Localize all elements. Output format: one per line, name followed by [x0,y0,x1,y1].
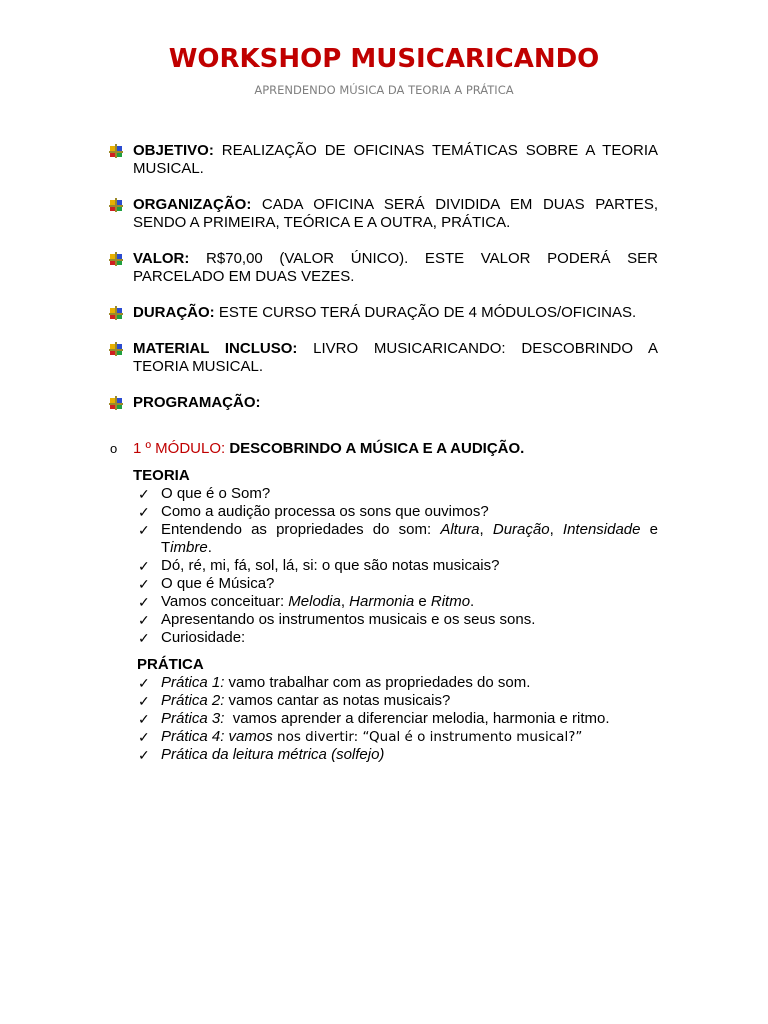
check-icon: ✓ [138,558,150,574]
bullet-duracao [0,304,658,322]
list-item: ✓ Prática 1: vamo trabalhar com as propriedades do som. [138,674,531,691]
windows-flag-bullet-icon [109,198,123,212]
list-item: ✓ Curiosidade: [138,629,246,646]
windows-flag-bullet-icon [109,396,123,410]
list-item: ✓ Como a audição processa os sons que ouvimos? [138,503,489,520]
pratica-heading: PRÁTICA [137,656,204,673]
teoria-heading: TEORIA [133,467,190,484]
list-item: ✓ Entendendo as propriedades do som: Altura, Duração, Intensidade e Timbre. [138,521,659,556]
check-icon: ✓ [138,747,150,763]
check-icon: ✓ [138,711,150,727]
bullet-label: VALOR: [133,250,190,267]
list-item: ✓ Prática 3: vamos aprender a diferenciar melodia, harmonia e ritmo. [138,710,610,727]
windows-flag-bullet-icon [109,306,123,320]
bullet-label: ORGANIZAÇÃO: [133,196,252,213]
document-title: WORKSHOP MUSICARICANDO [168,44,600,74]
bullet-organizacao [0,196,658,232]
list-item: ✓ Prática da leitura métrica (solfejo) [138,746,385,763]
check-icon: ✓ [138,675,150,691]
check-icon: ✓ [138,504,150,520]
info-bullet-list [0,142,768,430]
module-title-text: DESCOBRINDO A MÚSICA E A AUDIÇÃO. [229,440,525,457]
check-icon: ✓ [138,693,150,709]
list-item: ✓ Prática 2: vamos cantar as notas musicais? [138,692,451,709]
bullet-text: CADA OFICINA SERÁ DIVIDIDA EM DUAS PARTES, SENDO A PRIMEIRA, TEÓRICA E A OUTRA, PRÁTICA. [133,196,658,231]
module-number: 1 º MÓDULO: [133,440,226,457]
bullet-text: ESTE CURSO TERÁ DURAÇÃO DE 4 MÓDULOS/OFICINAS. [218,304,637,321]
check-icon: ✓ [138,576,150,592]
check-icon: ✓ [138,612,150,628]
bullet-programacao [0,394,658,412]
bullet-objetivo [0,142,658,178]
bullet-label: MATERIAL INCLUSO: [133,340,298,357]
windows-flag-bullet-icon [109,342,123,356]
bullet-label: OBJETIVO: [133,142,214,159]
list-item: ✓ O que é o Som? [138,485,271,502]
check-icon: ✓ [138,630,150,646]
list-item: ✓ O que é Música? [138,575,275,592]
bullet-text: R$70,00 (VALOR ÚNICO). ESTE VALOR PODERÁ SER PARCELADO EM DUAS VEZES. [133,250,658,285]
list-item: ✓ Vamos conceituar: Melodia, Harmonia e Ritmo. [138,593,475,610]
document-subtitle: APRENDENDO MÚSICA DA TEORIA A PRÁTICA [254,83,514,97]
check-icon: ✓ [138,594,150,610]
check-icon: ✓ [138,522,150,538]
bullet-material [0,340,658,376]
check-icon: ✓ [138,486,150,502]
windows-flag-bullet-icon [109,144,123,158]
bullet-label: PROGRAMAÇÃO: [133,394,261,411]
bullet-label: DURAÇÃO: [133,304,215,321]
module-title [133,440,524,458]
list-item: ✓ Prática 4: vamos nos divertir: “Qual é o instrumento musical?” [138,728,583,745]
list-item: ✓ Apresentando os instrumentos musicais e os seus sons. [138,611,536,628]
check-icon: ✓ [138,729,150,745]
circle-bullet-icon: o [110,441,118,456]
teoria-checklist [138,485,658,647]
bullet-text: LIVRO MUSICARICANDO: DESCOBRINDO A TEORIA MUSICAL. [133,340,658,375]
list-item: ✓ Dó, ré, mi, fá, sol, lá, si: o que são notas musicais? [138,557,500,574]
bullet-text: REALIZAÇÃO DE OFICINAS TEMÁTICAS SOBRE A TEORIA MUSICAL. [133,142,658,177]
bullet-valor [0,250,658,286]
windows-flag-bullet-icon [109,252,123,266]
pratica-checklist [138,674,658,764]
